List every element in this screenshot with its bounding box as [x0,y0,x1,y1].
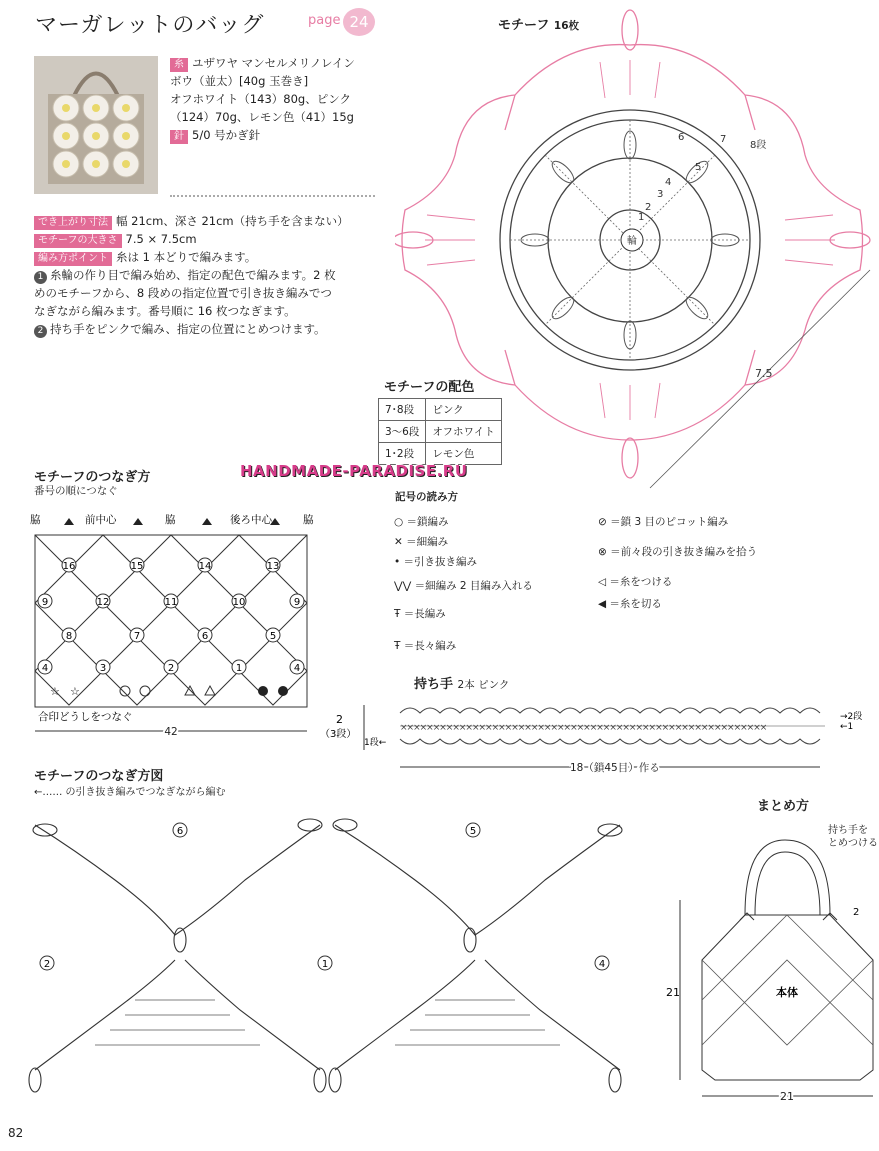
motif-num-12: 12 [96,597,110,608]
motif-row-4: 4 [665,177,672,188]
specs-block [34,212,384,338]
bag-photo [34,56,158,194]
motif-num-1: 1 [235,663,243,674]
handle-width-label: 2 [853,907,860,918]
body-label: 本体 [776,986,798,999]
page-title: マーガレットのバッグ [35,13,265,38]
motif-count: 16枚 [553,20,580,32]
side-label-left: 脇 [30,514,41,526]
yarn-line-1: ユザワヤ マンセルメリノレイン [192,56,355,70]
svg-text:☆: ☆ [50,685,60,698]
assembly-width-label: 21 [780,1090,794,1103]
motif-size-tag: モチーフの大きさ [34,234,122,248]
diagram-subtitle: ←…… の引き抜き編みでつなぎながら編む [34,787,226,798]
step-2-number: 2 [34,325,47,338]
motif-num-9-right: 9 [293,597,301,608]
symbol-chain: ○ ＝鎖編み [394,516,449,528]
page-number-badge: 24 [343,8,375,36]
symbol-picot: ⊘ ＝鎖 3 目のピコット編み [598,516,729,528]
symbol-sc-increase: ⋁⋁ ＝細編み 2 目編み入れる [394,580,533,592]
handle-diagram [320,695,879,775]
motif-title: モチーフ 16枚 [498,18,580,33]
handle-title: 持ち手 2本 ピンク [414,677,510,692]
motif-num-3: 3 [99,663,107,674]
point-tag: 編み方ポイント [34,252,112,266]
motif-center-label: 輪 [627,236,637,247]
joining-diagram [20,505,320,740]
yarn-tag: 糸 [170,58,188,72]
needle-text: 5/0 号かぎ針 [192,128,261,142]
joining-subtitle: 番号の順につなぐ [34,485,118,497]
table-row: 1･2段 レモン色 [379,443,502,465]
connection-diagram [15,800,655,1100]
yarn-line-3: オフホワイト（143）80g、ピンク [170,92,351,106]
materials-block [170,54,385,144]
step-1-line-1: 糸輪の作り目で編み始め、指定の配色で編みます。2 枚 [50,268,336,282]
motif-size-label: 7.5 [755,367,773,380]
step-1-line-3: なぎながら編みます。番号順に 16 枚つなぎます。 [34,304,296,318]
symbol-slip-stitch: • ＝引き抜き編み [394,556,478,568]
motif-num-15: 15 [130,561,144,572]
yarn-line-4: （124）70g、レモン色（41）15g [170,110,354,124]
point-text: 糸は 1 本どりで編みます。 [116,250,257,264]
svg-text:☆: ☆ [70,685,80,698]
motif-num-4-right: 4 [293,663,301,674]
handle-length: 18（鎖45目）作る [570,762,660,774]
assembly-title: まとめ方 [757,799,810,814]
motif-row-3: 3 [657,189,664,200]
handle-rows: （3段） [320,729,357,740]
back-center-label: 後ろ中心 [230,514,272,526]
size-tag: でき上がり寸法 [34,216,112,230]
size-text: 幅 21cm、深さ 21cm（持ち手を含まない） [116,214,349,228]
needle-tag: 針 [170,130,188,144]
motif-row-5: 5 [695,162,702,173]
motif-num-16: 16 [62,561,76,572]
symbol-single-crochet: ✕ ＝細編み [394,536,449,548]
assembly-height-label: 21 [666,986,680,999]
handle-row-2-label: →2段 [840,712,863,722]
motif-num-7: 7 [133,631,141,642]
table-row: 7･8段 ピンク [379,399,502,421]
front-center-label: 前中心 [85,514,117,526]
symbol-cut-yarn: ◀ ＝糸を切る [598,598,662,610]
step-2-text: 持ち手をピンクで編み、指定の位置にとめつけます。 [50,322,326,336]
side-label-right: 脇 [303,514,314,526]
motif-size-text: 7.5 × 7.5cm [125,232,197,246]
step-1-number: 1 [34,271,47,284]
symbols-title: 記号の読み方 [395,491,458,503]
side-label-mid: 脇 [165,514,176,526]
motif-num-11: 11 [164,597,178,608]
motif-row-8: 8段 [750,140,767,151]
handle-spec: 2本 ピンク [457,679,510,691]
handle-row-1-right-label: ←1 [840,722,854,732]
joining-note: 合印どうしをつなぐ [38,711,133,723]
diagram-label-1: 1 [321,959,329,970]
page-footer-number: 82 [8,1126,24,1140]
yarn-line-2: ボウ（並太）[40g 玉巻き] [170,74,309,88]
symbol-double-crochet: Ŧ ＝長編み [394,608,446,620]
joining-title: モチーフのつなぎ方 [34,470,151,485]
handle-row-1-label: 1段← [364,738,387,748]
diagram-title: モチーフのつなぎ方図 [34,769,164,784]
diagram-label-5: 5 [469,826,477,837]
diagram-label-6: 6 [176,826,184,837]
assembly-diagram [660,820,875,1110]
motif-num-9-left: 9 [41,597,49,608]
page-label: page [308,13,341,28]
step-1-line-2: めのモチーフから、8 段めの指定位置で引き抜き編みでつ [34,286,332,300]
diagram-label-2: 2 [43,959,51,970]
symbol-pickup: ⊗ ＝前々段の引き抜き編みを拾う [598,546,758,558]
motif-num-8: 8 [65,631,73,642]
joining-width: 42 [164,726,178,738]
assembly-note-1: 持ち手を [828,825,868,836]
diagram-label-4: 4 [598,959,606,970]
svg-text:××××××××××××××××××××××××××××××: ×××××××××××××××××××××××××××××××××××××××××××××××××××××××× [400,723,767,733]
motif-num-14: 14 [198,561,212,572]
motif-num-5: 5 [269,631,277,642]
motif-row-6: 6 [678,132,685,143]
motif-row-1: 1 [638,212,645,223]
motif-num-10: 10 [232,597,246,608]
motif-num-2: 2 [167,663,175,674]
divider [170,195,375,197]
color-table [378,398,502,465]
color-table-title: モチーフの配色 [384,380,475,395]
handle-height: 2 [336,713,343,726]
watermark-brand: HANDMADE-PARADISE.RU [240,462,468,480]
motif-num-6: 6 [201,631,209,642]
motif-num-13: 13 [266,561,280,572]
symbol-join-yarn: ◁ ＝糸をつける [598,576,673,588]
assembly-note-2: とめつける [828,838,878,849]
motif-row-2: 2 [645,202,652,213]
motif-row-7: 7 [720,134,727,145]
motif-num-4-left: 4 [41,663,49,674]
symbol-treble-crochet: Ŧ ＝長々編み [394,640,457,652]
table-row: 3〜6段 オフホワイト [379,421,502,443]
